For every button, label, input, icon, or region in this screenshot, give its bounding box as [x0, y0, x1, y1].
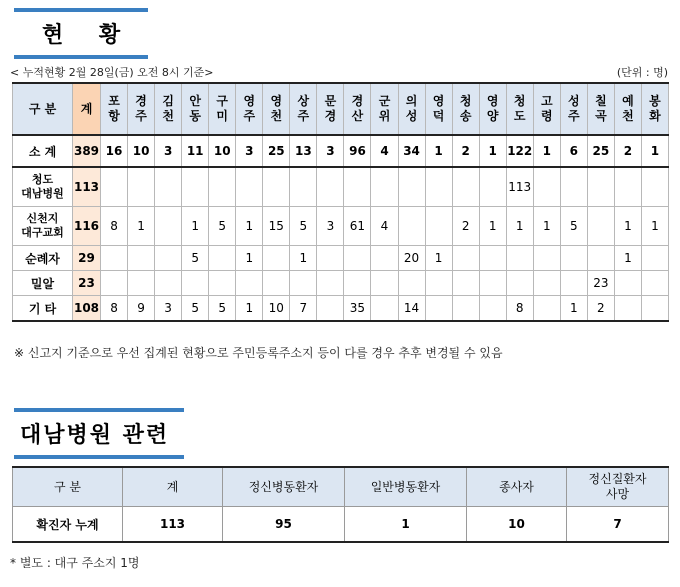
- table-cell: 5: [209, 207, 236, 246]
- table-cell: 1: [641, 207, 668, 246]
- regional-status-table: [12, 82, 669, 322]
- table-cell: [182, 167, 209, 207]
- header-region: 영 천: [263, 83, 290, 135]
- table-row: [13, 507, 669, 543]
- table-cell: 2: [614, 135, 641, 167]
- row-label: 확진자 누계: [13, 507, 123, 543]
- table-cell: [371, 296, 398, 322]
- section-title-text: 대남병원 관련: [20, 423, 170, 448]
- table-cell: 1: [425, 135, 452, 167]
- header-category: 구 분: [13, 83, 73, 135]
- table-cell: 95: [223, 507, 345, 543]
- header-region: 포 항: [101, 83, 128, 135]
- daenam-hospital-table: [12, 466, 669, 543]
- table-cell: [479, 271, 506, 296]
- table-cell: 3: [236, 135, 263, 167]
- table-cell: 4: [371, 135, 398, 167]
- row-total: 116: [73, 207, 101, 246]
- table-cell: [290, 167, 317, 207]
- header-cell: 종사자: [467, 467, 567, 507]
- table-row: [13, 167, 669, 207]
- table-cell: 1: [506, 207, 533, 246]
- table-cell: [128, 246, 155, 271]
- table-cell: 2: [587, 296, 614, 322]
- row-total: 113: [73, 167, 101, 207]
- table-cell: [317, 271, 344, 296]
- table-cell: [452, 246, 479, 271]
- table-cell: 2: [452, 207, 479, 246]
- table-cell: [641, 246, 668, 271]
- row-label: 신천지 대구교회: [13, 207, 73, 246]
- table-cell: 1: [425, 246, 452, 271]
- header-cell: 정신병동환자: [223, 467, 345, 507]
- table-cell: [101, 167, 128, 207]
- table-cell: 8: [101, 207, 128, 246]
- table-cell: [641, 296, 668, 322]
- table-row: [13, 296, 669, 322]
- table-cell: [371, 246, 398, 271]
- table-cell: 1: [479, 207, 506, 246]
- table-cell: 1: [345, 507, 467, 543]
- table-cell: 1: [533, 207, 560, 246]
- table-cell: 34: [398, 135, 425, 167]
- header-region: 청 도: [506, 83, 533, 135]
- table-cell: 122: [506, 135, 533, 167]
- table-cell: [317, 296, 344, 322]
- table-cell: [263, 271, 290, 296]
- table-cell: [479, 246, 506, 271]
- row-label: 밀알: [13, 271, 73, 296]
- section-title-status: [14, 8, 148, 59]
- table-cell: [479, 296, 506, 322]
- table-cell: [101, 246, 128, 271]
- header-region: 성 주: [560, 83, 587, 135]
- table-cell: [263, 246, 290, 271]
- table-cell: [452, 296, 479, 322]
- table-row: [13, 271, 669, 296]
- table-cell: [425, 271, 452, 296]
- table-row: [13, 207, 669, 246]
- table-header-row: [13, 467, 669, 507]
- table-cell: [425, 296, 452, 322]
- table-cell: 7: [567, 507, 669, 543]
- table-cell: [371, 271, 398, 296]
- row-total: 23: [73, 271, 101, 296]
- table-cell: [398, 271, 425, 296]
- row-total: 389: [73, 135, 101, 167]
- table-cell: [263, 167, 290, 207]
- header-region: 문 경: [317, 83, 344, 135]
- table-cell: [155, 271, 182, 296]
- table-cell: [236, 167, 263, 207]
- table-cell: 5: [560, 207, 587, 246]
- unit-caption: (단위 : 명): [616, 66, 668, 79]
- table-cell: 35: [344, 296, 371, 322]
- row-label: 기 타: [13, 296, 73, 322]
- header-cell: 계: [123, 467, 223, 507]
- header-cell: 구 분: [13, 467, 123, 507]
- table-cell: 96: [344, 135, 371, 167]
- header-region: 예 천: [614, 83, 641, 135]
- table-cell: [344, 167, 371, 207]
- table-cell: [155, 167, 182, 207]
- header-cell: 정신질환자 사망: [567, 467, 669, 507]
- table-cell: 14: [398, 296, 425, 322]
- table-cell: [614, 296, 641, 322]
- table-cell: 1: [236, 246, 263, 271]
- table-cell: [614, 167, 641, 207]
- table-cell: 113: [123, 507, 223, 543]
- title-bottom-bar: [14, 55, 148, 59]
- cumulative-status-caption: < 누적현황 2월 28일(금) 오전 8시 기준>: [10, 66, 214, 79]
- table-cell: [587, 207, 614, 246]
- table-cell: 7: [290, 296, 317, 322]
- table-cell: [533, 296, 560, 322]
- table-cell: [155, 246, 182, 271]
- table-cell: [209, 167, 236, 207]
- table-cell: [533, 271, 560, 296]
- table-cell: [236, 271, 263, 296]
- table-cell: 25: [263, 135, 290, 167]
- table-cell: [209, 271, 236, 296]
- header-region: 상 주: [290, 83, 317, 135]
- table-cell: [290, 271, 317, 296]
- table-cell: [560, 271, 587, 296]
- table-cell: [128, 271, 155, 296]
- table-cell: [533, 246, 560, 271]
- table-cell: 1: [236, 207, 263, 246]
- table-cell: 3: [155, 135, 182, 167]
- table-header-row: [13, 83, 669, 135]
- table-row: [13, 246, 669, 271]
- header-region: 경 산: [344, 83, 371, 135]
- table-cell: 10: [467, 507, 567, 543]
- table-cell: 1: [560, 296, 587, 322]
- header-region: 칠 곡: [587, 83, 614, 135]
- table-cell: 3: [155, 296, 182, 322]
- table-cell: 10: [263, 296, 290, 322]
- table-cell: 5: [290, 207, 317, 246]
- table-cell: 11: [182, 135, 209, 167]
- header-region: 군 위: [371, 83, 398, 135]
- section-title-daenam-hospital: [14, 408, 184, 459]
- table-cell: [452, 167, 479, 207]
- footnote-separate: * 별도 : 대구 주소지 1명: [10, 556, 140, 570]
- table-cell: 5: [182, 296, 209, 322]
- row-label: 소 계: [13, 135, 73, 167]
- table-cell: 10: [128, 135, 155, 167]
- table-cell: [452, 271, 479, 296]
- table-cell: 1: [290, 246, 317, 271]
- header-total: 계: [73, 83, 101, 135]
- table-cell: 1: [641, 135, 668, 167]
- subtotal-row: [13, 135, 669, 167]
- table-cell: [155, 207, 182, 246]
- table-cell: 15: [263, 207, 290, 246]
- table-cell: 23: [587, 271, 614, 296]
- table-cell: [398, 207, 425, 246]
- table-cell: [587, 167, 614, 207]
- table-cell: [425, 207, 452, 246]
- table-cell: 2: [452, 135, 479, 167]
- table-cell: [614, 271, 641, 296]
- table-cell: [425, 167, 452, 207]
- table-cell: [506, 271, 533, 296]
- table-cell: 1: [236, 296, 263, 322]
- row-total: 29: [73, 246, 101, 271]
- table-cell: [182, 271, 209, 296]
- table-cell: 1: [182, 207, 209, 246]
- table-cell: [317, 246, 344, 271]
- table-cell: [560, 246, 587, 271]
- table-cell: [560, 167, 587, 207]
- table-cell: 5: [182, 246, 209, 271]
- header-region: 의 성: [398, 83, 425, 135]
- table-cell: [317, 167, 344, 207]
- table-cell: 20: [398, 246, 425, 271]
- header-region: 구 미: [209, 83, 236, 135]
- table-cell: [398, 167, 425, 207]
- header-region: 영 주: [236, 83, 263, 135]
- table-cell: 25: [587, 135, 614, 167]
- table-cell: 1: [614, 207, 641, 246]
- title-bottom-bar: [14, 455, 184, 459]
- table-cell: [641, 167, 668, 207]
- row-label: 순례자: [13, 246, 73, 271]
- footnote-registration: ※ 신고지 기준으로 우선 집계된 현황으로 주민등록주소지 등이 다를 경우 추후 변경될 수 있음: [14, 346, 503, 360]
- table-cell: 61: [344, 207, 371, 246]
- header-region: 경 주: [128, 83, 155, 135]
- table-cell: [344, 246, 371, 271]
- table-cell: 1: [533, 135, 560, 167]
- row-total: 108: [73, 296, 101, 322]
- header-region: 김 천: [155, 83, 182, 135]
- table-cell: [587, 246, 614, 271]
- table-cell: 6: [560, 135, 587, 167]
- header-region: 안 동: [182, 83, 209, 135]
- table-cell: 8: [506, 296, 533, 322]
- table-cell: [371, 167, 398, 207]
- header-region: 청 송: [452, 83, 479, 135]
- table-cell: [533, 167, 560, 207]
- table-cell: 10: [209, 135, 236, 167]
- table-cell: 13: [290, 135, 317, 167]
- header-region: 영 덕: [425, 83, 452, 135]
- table-cell: 8: [101, 296, 128, 322]
- table-cell: 3: [317, 207, 344, 246]
- header-region: 고 령: [533, 83, 560, 135]
- header-region: 영 양: [479, 83, 506, 135]
- header-region: 봉 화: [641, 83, 668, 135]
- table-cell: 3: [317, 135, 344, 167]
- row-label: 청도 대남병원: [13, 167, 73, 207]
- table-cell: 5: [209, 296, 236, 322]
- table-cell: 4: [371, 207, 398, 246]
- table-cell: 113: [506, 167, 533, 207]
- table-cell: [128, 167, 155, 207]
- table-cell: [344, 271, 371, 296]
- table-cell: [209, 246, 236, 271]
- table-cell: [506, 246, 533, 271]
- table-cell: 16: [101, 135, 128, 167]
- table-cell: [479, 167, 506, 207]
- table-cell: 9: [128, 296, 155, 322]
- header-cell: 일반병동환자: [345, 467, 467, 507]
- table-cell: 1: [614, 246, 641, 271]
- table-cell: 1: [128, 207, 155, 246]
- table-cell: 1: [479, 135, 506, 167]
- table-cell: [101, 271, 128, 296]
- table-cell: [641, 271, 668, 296]
- section-title-text: 현 황: [42, 23, 135, 48]
